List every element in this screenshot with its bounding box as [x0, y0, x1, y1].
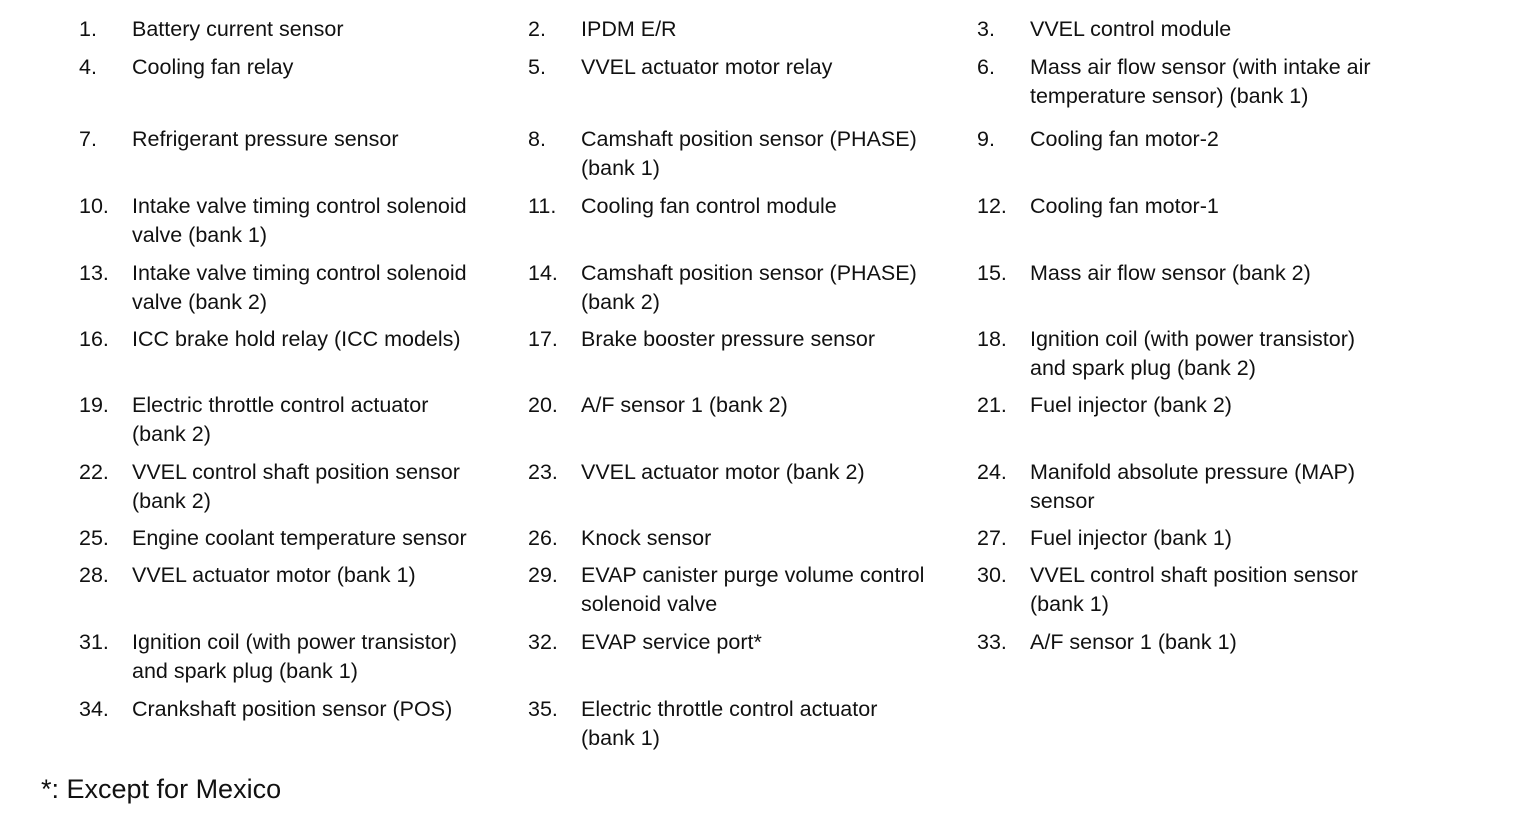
item-label: ICC brake hold relay (ICC models)	[132, 327, 461, 351]
item-number: 11.	[528, 194, 557, 218]
item-label: Mass air flow sensor (with intake air temperature sensor) (bank 1)	[1030, 55, 1371, 108]
item-label: Manifold absolute pressure (MAP) sensor	[1030, 460, 1356, 513]
item-number: 5.	[528, 55, 546, 79]
item-number: 19.	[79, 393, 109, 417]
item-number: 14.	[528, 261, 558, 285]
item-number: 25.	[79, 526, 109, 550]
item-number: 15.	[977, 261, 1007, 285]
item-label: Crankshaft position sensor (POS)	[132, 697, 453, 721]
item-number: 30.	[977, 563, 1007, 587]
item-number: 3.	[977, 17, 995, 41]
item-label: Engine coolant temperature sensor	[132, 526, 467, 550]
item-label: Camshaft position sensor (PHASE) (bank 1)	[581, 127, 917, 180]
item-label: EVAP service port*	[581, 630, 762, 654]
item-label: Electric throttle control actuator (bank 2)	[132, 393, 429, 446]
item-label: Fuel injector (bank 1)	[1030, 526, 1232, 550]
item-number: 34.	[79, 697, 109, 721]
item-number: 31.	[79, 630, 109, 654]
item-label: Battery current sensor	[132, 17, 344, 41]
item-label: VVEL actuator motor (bank 1)	[132, 563, 416, 587]
item-number: 23.	[528, 460, 558, 484]
item-number: 2.	[528, 17, 546, 41]
item-number: 6.	[977, 55, 995, 79]
item-label: Intake valve timing control solenoid valve (bank 1)	[132, 194, 467, 247]
item-number: 21.	[977, 393, 1007, 417]
item-number: 17.	[528, 327, 558, 351]
item-label: Refrigerant pressure sensor	[132, 127, 399, 151]
item-label: VVEL control module	[1030, 17, 1232, 41]
item-number: 27.	[977, 526, 1007, 550]
item-label: Knock sensor	[581, 526, 712, 550]
item-label: Cooling fan motor-1	[1030, 194, 1219, 218]
item-label: Mass air flow sensor (bank 2)	[1030, 261, 1311, 285]
item-label: Fuel injector (bank 2)	[1030, 393, 1232, 417]
item-number: 16.	[79, 327, 109, 351]
item-number: 26.	[528, 526, 558, 550]
item-label: Cooling fan control module	[581, 194, 837, 218]
item-label: IPDM E/R	[581, 17, 677, 41]
item-number: 35.	[528, 697, 558, 721]
item-number: 12.	[977, 194, 1007, 218]
item-number: 24.	[977, 460, 1007, 484]
item-label: VVEL control shaft position sensor (bank 2)	[132, 460, 460, 513]
item-number: 18.	[977, 327, 1007, 351]
item-label: Electric throttle control actuator (bank 1)	[581, 697, 878, 750]
item-label: Brake booster pressure sensor	[581, 327, 875, 351]
item-label: Ignition coil (with power transistor) and spark plug (bank 2)	[1030, 327, 1356, 380]
item-label: Cooling fan motor-2	[1030, 127, 1219, 151]
item-label: VVEL actuator motor relay	[581, 55, 833, 79]
item-label: VVEL actuator motor (bank 2)	[581, 460, 865, 484]
item-number: 20.	[528, 393, 558, 417]
item-number: 4.	[79, 55, 97, 79]
item-number: 33.	[977, 630, 1007, 654]
item-number: 28.	[79, 563, 109, 587]
item-number: 13.	[79, 261, 109, 285]
item-number: 22.	[79, 460, 109, 484]
item-label: A/F sensor 1 (bank 2)	[581, 393, 788, 417]
item-number: 8.	[528, 127, 546, 151]
item-number: 32.	[528, 630, 558, 654]
item-number: 7.	[79, 127, 97, 151]
item-number: 29.	[528, 563, 558, 587]
item-label: A/F sensor 1 (bank 1)	[1030, 630, 1237, 654]
item-label: Ignition coil (with power transistor) and spark plug (bank 1)	[132, 630, 458, 683]
item-label: Camshaft position sensor (PHASE) (bank 2)	[581, 261, 917, 314]
item-label: EVAP canister purge volume control solenoid valve	[581, 563, 925, 616]
footnote: *: Except for Mexico	[41, 774, 282, 804]
item-label: Cooling fan relay	[132, 55, 294, 79]
item-label: Intake valve timing control solenoid valve (bank 2)	[132, 261, 467, 314]
item-number: 1.	[79, 17, 97, 41]
item-number: 10.	[79, 194, 109, 218]
item-number: 9.	[977, 127, 995, 151]
item-label: VVEL control shaft position sensor (bank 1)	[1030, 563, 1358, 616]
